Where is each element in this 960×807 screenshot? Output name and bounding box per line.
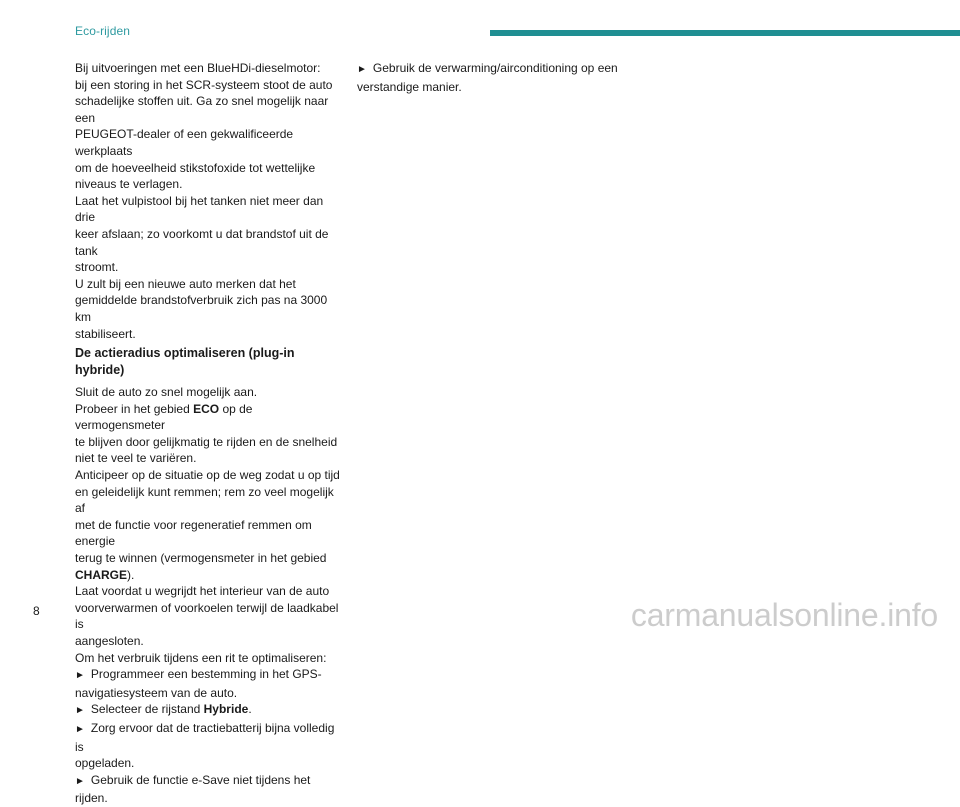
body-line: aangesloten. xyxy=(75,634,144,648)
intro-line: Laat het vulpistool bij het tanken niet meer dan drie xyxy=(75,193,324,225)
intro-line: keer afslaan; zo voorkomt u dat brandstof uit de tank xyxy=(75,226,329,258)
intro-line: Bij uitvoeringen met een BlueHDi-dieselmotor: xyxy=(75,61,321,75)
body-line: te blijven door gelijkmatig te rijden en de snelheid xyxy=(75,434,338,449)
intro-line: niveaus te verlagen. xyxy=(75,177,183,192)
intro-line: gemiddelde brandstofverbruik zich pas na 3000 km xyxy=(75,293,328,324)
intro-line: stabiliseert. xyxy=(75,326,136,341)
section-title: Eco-rijden xyxy=(75,24,131,38)
header-accent-bar xyxy=(490,30,960,36)
body-line: CHARGE). xyxy=(75,567,135,582)
section-heading: De actieradius optimaliseren (plug-in hybride) xyxy=(75,346,295,378)
bullet-item: ► Gebruik de verwarming/airconditioning op een xyxy=(357,60,625,79)
hybride-term: Hybride xyxy=(203,702,249,717)
body-line: en geleidelijk kunt remmen; rem zo veel mogelijk af xyxy=(75,484,334,516)
charge-term: CHARGE xyxy=(75,567,128,582)
intro-line: om de hoeveelheid stikstofoxide tot wettelijke xyxy=(75,160,316,175)
intro-line: PEUGEOT-dealer of een gekwalificeerde werkplaats xyxy=(75,127,294,158)
bullet-item: ► Gebruik de functie e-Save niet tijdens het rijden. xyxy=(75,772,343,807)
bullet-item: ► Programmeer een bestemming in het GPS- xyxy=(75,666,343,685)
bullet-item: ► Zorg ervoor dat de tractiebatterij bijna volledig is xyxy=(75,720,343,755)
left-column xyxy=(75,60,343,807)
body-line: Om het verbruik tijdens een rit te optimaliseren: xyxy=(75,650,327,665)
bullet-continuation: verstandige manier. xyxy=(357,79,462,94)
body-line: Probeer in het gebied ECO op de vermogensmeter xyxy=(75,401,253,433)
body-line: Laat voordat u wegrijdt het interieur van de auto xyxy=(75,584,330,599)
body-line: terug te winnen (vermogensmeter in het gebied xyxy=(75,551,327,566)
bullet-continuation: opgeladen. xyxy=(75,756,135,771)
eco-term: ECO xyxy=(193,401,220,416)
body-line: niet te veel te variëren. xyxy=(75,451,197,466)
watermark: carmanualsonline.info xyxy=(630,597,938,633)
page-number: 8 xyxy=(33,604,40,618)
bullet-item: ► Selecteer de rijstand Hybride. xyxy=(75,701,343,720)
intro-line: schadelijke stoffen uit. Ga zo snel mogelijk naar een xyxy=(75,94,329,125)
intro-line: U zult bij een nieuwe auto merken dat het xyxy=(75,276,296,291)
intro-line: bij een storing in het SCR-systeem stoot de auto xyxy=(75,77,333,92)
body-line: voorverwarmen of voorkoelen terwijl de laadkabel is xyxy=(75,600,339,632)
body-line: Anticipeer op de situatie op de weg zodat u op tijd xyxy=(75,468,340,483)
body-line: met de functie voor regeneratief remmen om energie xyxy=(75,517,312,549)
intro-line: stroomt. xyxy=(75,260,119,275)
body-line: Sluit de auto zo snel mogelijk aan. xyxy=(75,385,258,400)
right-column xyxy=(357,60,625,95)
bullet-continuation: navigatiesysteem van de auto. xyxy=(75,685,238,700)
